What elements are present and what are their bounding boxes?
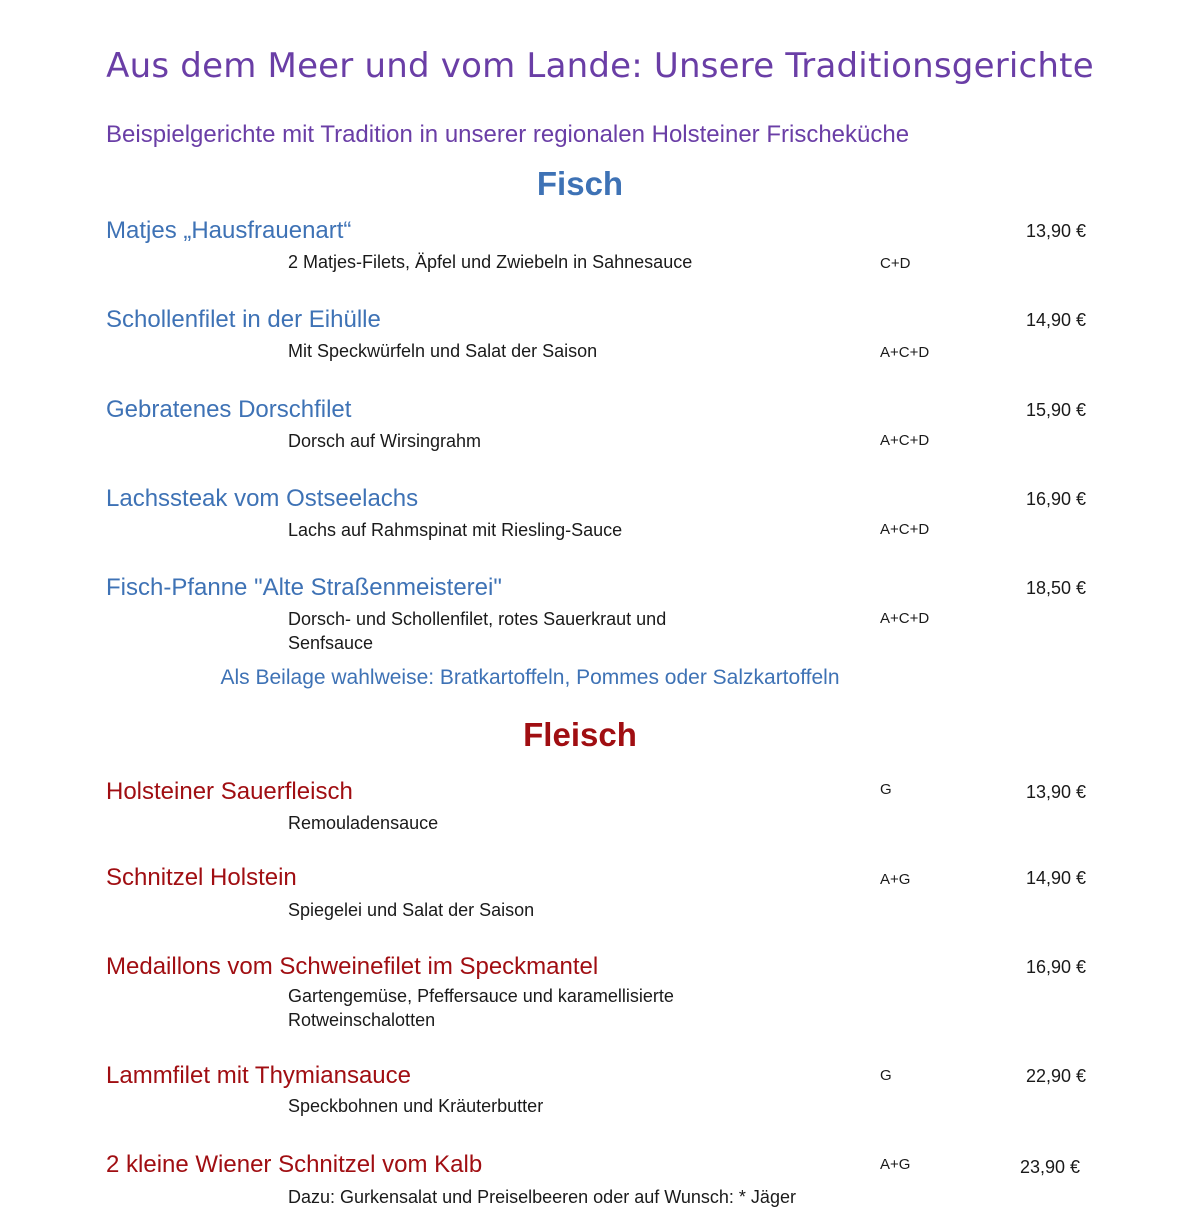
- dish-allergens: A+C+D: [880, 521, 930, 538]
- dish-price: 14,90 €: [1025, 868, 1086, 888]
- dish-allergens: A+G: [880, 1156, 911, 1173]
- dish-allergens: G: [880, 1067, 892, 1084]
- dish-description: Speckbohnen und Kräuterbutter: [288, 1096, 544, 1116]
- dish-description: 2 Matjes-Filets, Äpfel und Zwiebeln in Sahnesauce: [288, 252, 693, 272]
- dish-description: Mit Speckwürfeln und Salat der Saison: [288, 341, 598, 361]
- dish-name: Medaillons vom Schweinefilet im Speckmantel: [106, 953, 599, 980]
- dish-name: Lammfilet mit Thymiansauce: [106, 1062, 411, 1089]
- dish-allergens: C+D: [880, 255, 911, 272]
- dish-allergens: A+C+D: [880, 432, 930, 449]
- dish-name: Schnitzel Holstein: [106, 864, 297, 891]
- dish-allergens: A+G: [880, 871, 911, 888]
- dish-allergens: G: [880, 781, 892, 798]
- dish-name: 2 kleine Wiener Schnitzel vom Kalb: [106, 1151, 483, 1178]
- dish-description: Dazu: Gurkensalat und Preiselbeeren oder auf Wunsch: * Jäger: [288, 1187, 796, 1207]
- dish-allergens: A+C+D: [880, 344, 930, 361]
- page-title: Aus dem Meer und vom Lande: Unsere Traditionsgerichte: [106, 46, 1094, 86]
- dish-description: Remouladensauce: [288, 813, 439, 833]
- dish-description: Spiegelei und Salat der Saison: [288, 900, 535, 920]
- dish-price: 18,50 €: [1025, 578, 1086, 598]
- dish-name: Schollenfilet in der Eihülle: [106, 306, 381, 333]
- dish-price: 16,90 €: [1025, 957, 1086, 977]
- dish-description: Dorsch- und Schollenfilet, rotes Sauerkraut und Senfsauce: [288, 609, 667, 653]
- dish-description: Gartengemüse, Pfeffersauce und karamellisierte Rotweinschalotten: [288, 986, 674, 1030]
- dish-price: 13,90 €: [1025, 782, 1086, 802]
- dish-description: Dorsch auf Wirsingrahm: [288, 431, 482, 451]
- side-dishes-note: Als Beilage wahlweise: Bratkartoffeln, Pommes oder Salzkartoffeln: [220, 666, 840, 689]
- dish-description: Lachs auf Rahmspinat mit Riesling-Sauce: [288, 520, 623, 540]
- dish-name: Fisch-Pfanne "Alte Straßenmeisterei": [106, 574, 502, 601]
- dish-name: Lachssteak vom Ostseelachs: [106, 485, 419, 512]
- dish-name: Gebratenes Dorschfilet: [106, 396, 352, 423]
- dish-price: 22,90 €: [1025, 1066, 1086, 1086]
- dish-name: Matjes „Hausfrauenart“: [106, 217, 352, 244]
- dish-name: Holsteiner Sauerfleisch: [106, 778, 353, 805]
- dish-allergens: A+C+D: [880, 610, 930, 627]
- dish-price: 13,90 €: [1025, 221, 1086, 241]
- dish-price: 16,90 €: [1025, 489, 1086, 509]
- dish-price: 23,90 €: [1019, 1157, 1080, 1177]
- dish-price: 15,90 €: [1025, 400, 1086, 420]
- dish-price: 14,90 €: [1025, 310, 1086, 330]
- page-subtitle: Beispielgerichte mit Tradition in unserer regionalen Holsteiner Frischeküche: [106, 121, 910, 148]
- section-heading-fish: Fisch: [536, 165, 624, 202]
- section-heading-meat: Fleisch: [523, 716, 637, 753]
